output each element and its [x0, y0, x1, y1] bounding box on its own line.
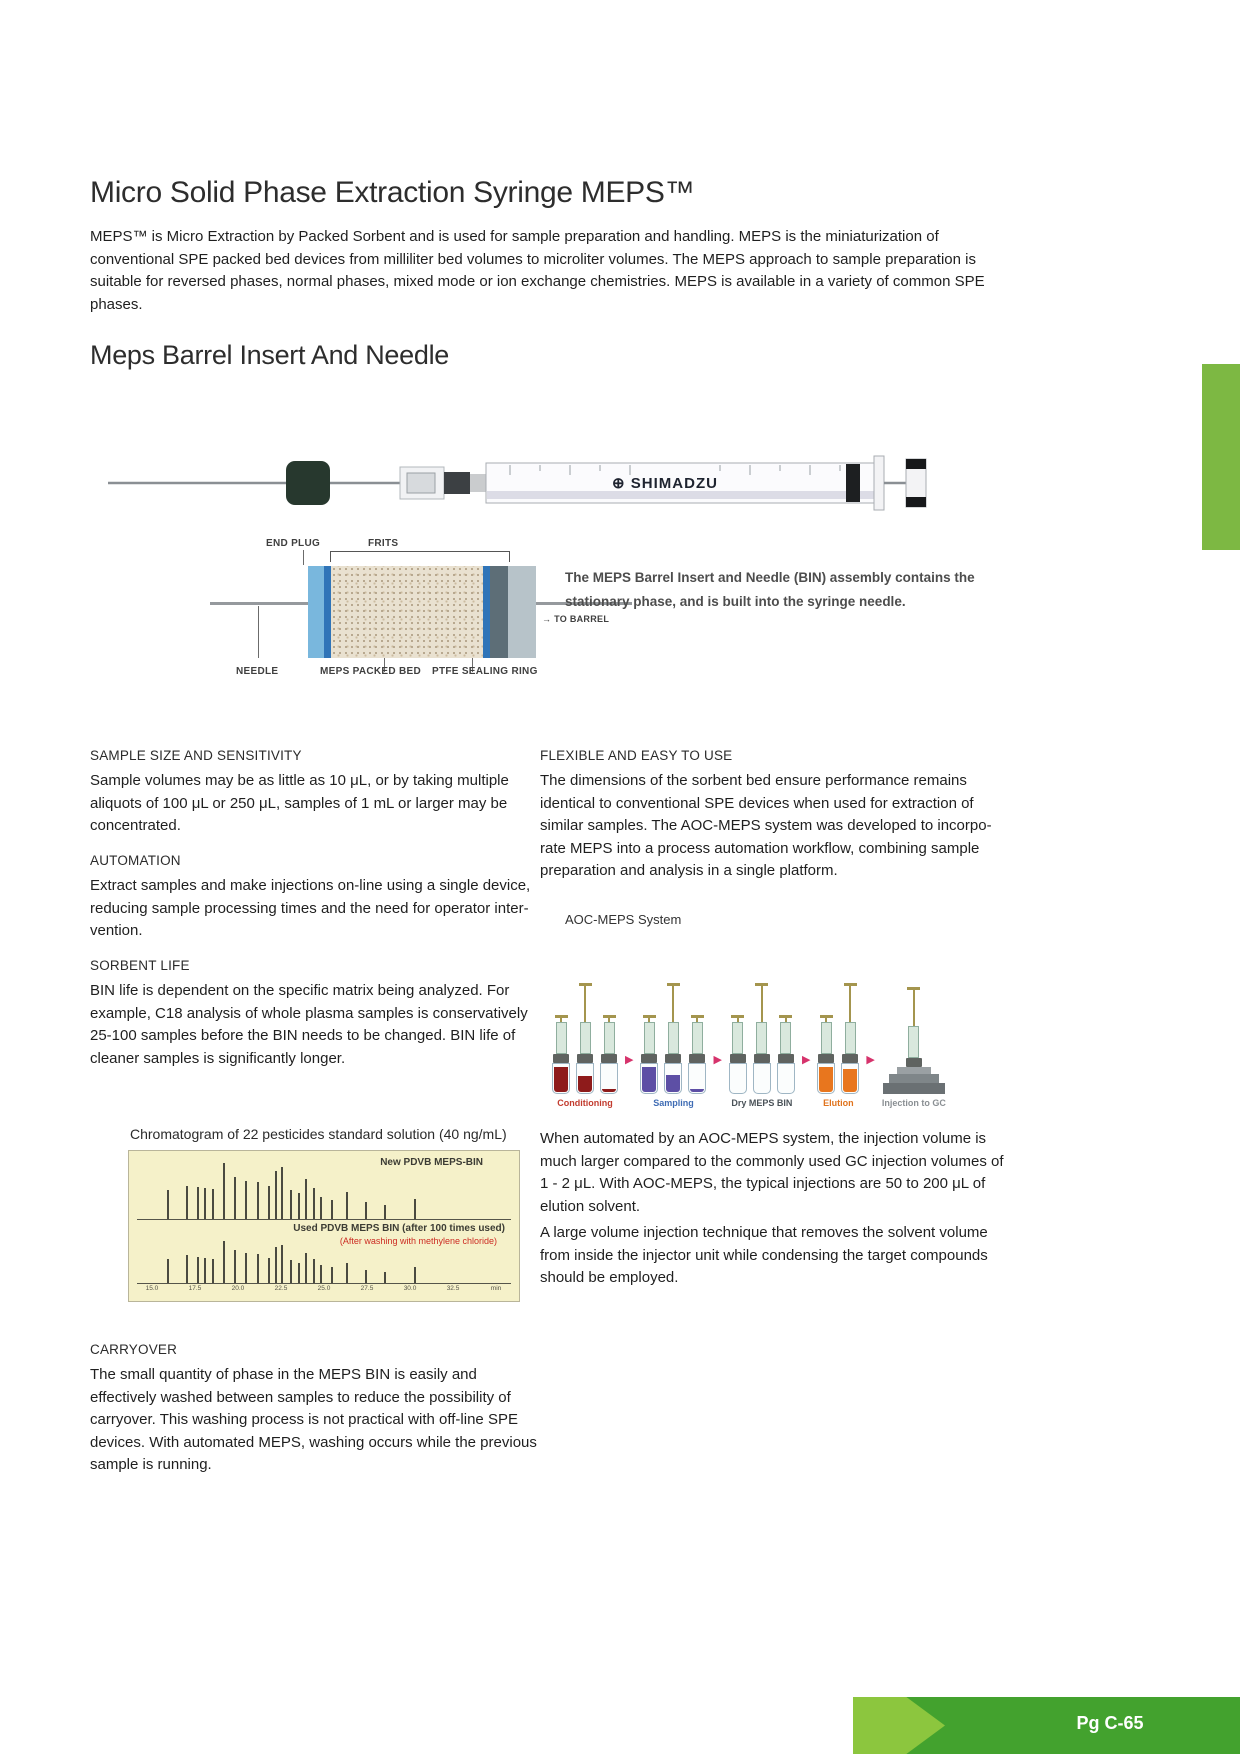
syringe-barrel: [692, 1022, 703, 1054]
bin-caption: The MEPS Barrel Insert and Needle (BIN) assembly contains the stationary phase, and is built into the syringe needle.: [565, 570, 975, 609]
chromatogram-peak: [186, 1255, 188, 1283]
vial-row: [640, 983, 706, 1094]
plunger-stem: [761, 986, 763, 1022]
chromatogram-peak: [365, 1270, 367, 1283]
vial-liquid: [843, 1069, 857, 1092]
syringe-barrel: [556, 1022, 567, 1054]
chromatogram-peak: [298, 1263, 300, 1283]
flexible-heading: FLEXIBLE AND EASY TO USE: [540, 748, 733, 763]
aoc-step-label: Dry MEPS BIN: [731, 1098, 793, 1108]
sorbent-bed: [331, 566, 483, 658]
chromatogram-peak: [186, 1186, 188, 1219]
sample-vial: [576, 1063, 594, 1094]
syringe-plug: [286, 461, 330, 505]
chromatogram-title: Chromatogram of 22 pesticides standard solution (40 ng/mL): [130, 1126, 507, 1142]
vial-cap: [906, 1058, 922, 1067]
syringe-barrel: [732, 1022, 743, 1054]
syringe-vial-unit: [906, 987, 922, 1067]
vial-liquid: [554, 1067, 568, 1092]
needle-label: NEEDLE: [236, 666, 279, 677]
sorbent-heading: SORBENT LIFE: [90, 958, 190, 973]
automation-heading: AUTOMATION: [90, 853, 181, 868]
syringe-barrel: [845, 1022, 856, 1054]
chromatogram-peak: [281, 1245, 283, 1283]
barrel-fitting-segment: [508, 566, 536, 658]
chromatogram-peak: [234, 1177, 236, 1219]
vial-cap: [754, 1054, 770, 1063]
workflow-arrow-icon: ▶: [866, 1054, 875, 1066]
panel2-label: Used PDVB MEPS BIN (after 100 times used): [293, 1223, 505, 1234]
packed-bed-label: MEPS PACKED BED: [320, 666, 421, 677]
sample-size-heading: SAMPLE SIZE AND SENSITIVITY: [90, 748, 302, 763]
sample-vial: [777, 1063, 795, 1094]
vial-liquid: [819, 1067, 833, 1092]
aoc-step-label: Sampling: [653, 1098, 694, 1108]
chromatogram-peak: [346, 1263, 348, 1283]
aoc-step-label: Injection to GC: [881, 1098, 946, 1108]
chromatogram-peak: [245, 1253, 247, 1283]
ptfe-ring-segment: [490, 566, 508, 658]
shimadzu-logo: ⊕ SHIMADZU: [612, 475, 718, 492]
syringe-vial-unit: [777, 1015, 795, 1094]
frits-label: FRITS: [368, 538, 399, 549]
chromatogram-peak: [197, 1257, 199, 1283]
packed-bed-assembly: [308, 566, 536, 658]
syringe-vial-unit: [600, 1015, 618, 1094]
aoc-workflow-step: [882, 987, 946, 1108]
vial-cap: [818, 1054, 834, 1063]
chromatogram-peak: [365, 1202, 367, 1219]
chromatogram-peak: [414, 1267, 416, 1283]
sample-vial: [600, 1063, 618, 1094]
workflow-arrow-icon: ▶: [625, 1054, 634, 1066]
panel2-sublabel: (After washing with methylene chloride): [339, 1236, 497, 1246]
aoc-meps-workflow-diagram: [552, 938, 982, 1108]
syringe-barrel: [668, 1022, 679, 1054]
chromatogram-peak: [320, 1197, 322, 1219]
chromatogram-peak: [212, 1189, 214, 1219]
syringe-barrel: [604, 1022, 615, 1054]
chromatogram-peak: [384, 1272, 386, 1283]
x-tick-label: min: [490, 1285, 502, 1292]
chromatogram-peak: [204, 1188, 206, 1219]
carryover-heading: CARRYOVER: [90, 1342, 178, 1357]
vial-cap: [601, 1054, 617, 1063]
chromatogram-peak: [384, 1205, 386, 1219]
sample-vial: [552, 1063, 570, 1094]
vial-row: [817, 983, 859, 1094]
chromatogram-peak: [204, 1258, 206, 1283]
sample-vial: [688, 1063, 706, 1094]
aoc-workflow-step: [729, 983, 795, 1108]
x-tick-label: 22.5: [274, 1285, 288, 1292]
chromatogram-peak: [346, 1192, 348, 1219]
aoc-step-label: Elution: [823, 1098, 854, 1108]
chromatogram-peak: [414, 1199, 416, 1219]
plunger-stem: [849, 986, 851, 1022]
section-side-tab: [1202, 364, 1240, 550]
sample-size-body: Sample volumes may be as little as 10 μL, or by taking multiple aliquots of 100 μL or 250 μL, samples of 1 mL or larger may be concentrated.: [90, 772, 509, 834]
injection-paragraph-2: A large volume injection technique that removes the solvent volume from inside the injector unit while condensing the target compounds should be employed.: [540, 1224, 988, 1286]
needle-line: [210, 602, 308, 605]
syringe-vial-unit: [841, 983, 859, 1094]
vial-cap: [665, 1054, 681, 1063]
plunger-seal: [846, 464, 860, 502]
section-title: Meps Barrel Insert And Needle: [90, 340, 449, 370]
chromatogram-peak: [257, 1182, 259, 1219]
chromatogram-peak: [313, 1188, 315, 1219]
chromatogram-peak: [313, 1259, 315, 1283]
chromatogram-peak: [167, 1190, 169, 1219]
vial-cap: [842, 1054, 858, 1063]
automation-body: Extract samples and make injections on-line using a single device, reducing sample processing times and the need for operator inter-vention.: [90, 877, 531, 939]
vial-cap: [730, 1054, 746, 1063]
syringe-vial-unit: [729, 1015, 747, 1094]
plunger-stem: [672, 986, 674, 1022]
chromatogram-peak: [268, 1258, 270, 1283]
end-plug-callout: [303, 550, 304, 565]
page-title: Micro Solid Phase Extraction Syringe MEPS™: [90, 176, 695, 209]
vial-liquid: [578, 1076, 592, 1092]
vial-row: [906, 987, 922, 1067]
vial-cap: [689, 1054, 705, 1063]
syringe-vial-unit: [664, 983, 682, 1094]
x-tick-label: 20.0: [231, 1285, 245, 1292]
chromatogram-peak: [281, 1167, 283, 1219]
aoc-step-label: Conditioning: [557, 1098, 613, 1108]
needle-callout: [258, 606, 259, 658]
syringe-vial-unit: [817, 1015, 835, 1094]
vial-row: [552, 983, 618, 1094]
x-tick-label: 27.5: [360, 1285, 374, 1292]
chromatogram-x-axis: [137, 1285, 511, 1299]
chromatogram-peak: [257, 1254, 259, 1283]
syringe-barrel: [908, 1026, 919, 1058]
aoc-system-title: AOC-MEPS System: [565, 912, 682, 927]
workflow-arrow-icon: ▶: [801, 1054, 811, 1066]
chromatogram-peak: [223, 1163, 225, 1219]
flexible-body: The dimensions of the sorbent bed ensure performance remains identical to conventional SPE devices when used for extraction of similar samples. The AOC-MEPS system was developed to incorpo-rate MEPS into a process automation workflow, combining sample preparation and analysis in a single platform.: [540, 772, 992, 879]
chromatogram-peak: [212, 1259, 214, 1283]
injection-paragraph-1: When automated by an AOC-MEPS system, the injection volume is much larger compared to the commonly used GC injection volumes of 1 - 2 μL. With AOC-MEPS, the typical injections are 50 to 200 μL of elution solvent.: [540, 1130, 1004, 1215]
chromatogram-peak: [320, 1265, 322, 1283]
chromatogram-peak: [223, 1241, 225, 1283]
chromatogram-peak: [275, 1247, 277, 1283]
chromatogram-peak: [331, 1267, 333, 1283]
syringe-vial-unit: [640, 1015, 658, 1094]
sample-vial: [729, 1063, 747, 1094]
gc-injector-base: [883, 1083, 945, 1094]
end-plug-segment: [308, 566, 324, 658]
sample-vial: [640, 1063, 658, 1094]
chromatogram-peak: [275, 1171, 277, 1219]
end-plug-label: END PLUG: [266, 538, 321, 549]
vial-liquid: [690, 1089, 704, 1092]
syringe-vial-unit: [753, 983, 771, 1094]
syringe-barrel: [821, 1022, 832, 1054]
workflow-arrow-icon: ▶: [713, 1054, 722, 1066]
chromatogram-peak: [268, 1186, 270, 1219]
carryover-body: The small quantity of phase in the MEPS BIN is easily and effectively washed between samples to reduce the possibility of carryover. This washing process is not practical with off-line SPE devices. With automated MEPS, washing occurs while the previous sample is running.: [90, 1366, 537, 1473]
aoc-workflow-step: [640, 983, 706, 1108]
frit-left: [324, 566, 331, 658]
syringe-barrel: [644, 1022, 655, 1054]
to-barrel-label: → TO BARREL: [542, 614, 610, 624]
vial-cap: [577, 1054, 593, 1063]
syringe-barrel: [756, 1022, 767, 1054]
chromatogram-peak: [234, 1250, 236, 1283]
syringe-barrel: [580, 1022, 591, 1054]
panel1-label: New PDVB MEPS-BIN: [380, 1157, 483, 1168]
aoc-workflow-step: [817, 983, 859, 1108]
chromatogram-panel-used: [137, 1223, 511, 1284]
chromatogram-peak: [331, 1200, 333, 1219]
chromatogram-peak: [305, 1179, 307, 1219]
sample-vial: [841, 1063, 859, 1094]
intro-paragraph: MEPS™ is Micro Extraction by Packed Sorbent and is used for sample preparation and handling. MEPS is the miniaturization of conventional SPE packed bed devices from milliliter bed volumes to microliter volumes. The MEPS approach to sample preparation is suitable for reversed phases, normal phases, mixed mode or ion exchange chemistries. MEPS is available in a variety of common SPE phases.: [90, 228, 985, 313]
chromatogram-peak: [298, 1193, 300, 1219]
ptfe-label: PTFE SEALING RING: [432, 666, 538, 677]
x-tick-label: 25.0: [317, 1285, 331, 1292]
chromatogram-peak: [290, 1190, 292, 1219]
chromatogram-figure: [128, 1150, 520, 1302]
syringe-vial-unit: [688, 1015, 706, 1094]
x-tick-label: 30.0: [403, 1285, 417, 1292]
x-tick-label: 17.5: [188, 1285, 202, 1292]
vial-liquid: [666, 1075, 680, 1092]
gc-injector-mid: [889, 1074, 939, 1083]
frit-right: [483, 566, 490, 658]
gc-injector-top: [897, 1067, 931, 1074]
sample-vial: [817, 1063, 835, 1094]
meps-syringe-image: [100, 446, 940, 520]
syringe-vial-unit: [552, 1015, 570, 1094]
sample-vial: [753, 1063, 771, 1094]
chromatogram-peak: [290, 1260, 292, 1283]
vial-cap: [553, 1054, 569, 1063]
vial-cap: [778, 1054, 794, 1063]
plunger-stem: [584, 986, 586, 1022]
vial-cap: [641, 1054, 657, 1063]
page-number: Pg C-65: [1076, 1713, 1144, 1733]
chromatogram-peak: [197, 1187, 199, 1219]
sorbent-body: BIN life is dependent on the specific matrix being analyzed. For example, C18 analysis of whole plasma samples is conservatively 25-100 samples before the BIN needs to be changed. BIN life of cleaner samples is significantly longer.: [90, 982, 528, 1067]
gc-injector-block: [883, 1067, 945, 1094]
chromatogram-peak: [305, 1253, 307, 1283]
chromatogram-panel-new: [137, 1155, 511, 1220]
frits-bracket: [330, 551, 510, 562]
syringe-barrel: [780, 1022, 791, 1054]
syringe-vial-unit: [576, 983, 594, 1094]
x-tick-label: 32.5: [446, 1285, 460, 1292]
aoc-workflow-step: [552, 983, 618, 1108]
plunger-stem: [913, 990, 915, 1026]
vial-row: [729, 983, 795, 1094]
chromatogram-peak: [245, 1181, 247, 1219]
sample-vial: [664, 1063, 682, 1094]
x-tick-label: 15.0: [145, 1285, 159, 1292]
chromatogram-peak: [167, 1259, 169, 1283]
vial-liquid: [602, 1089, 616, 1092]
vial-liquid: [642, 1067, 656, 1092]
